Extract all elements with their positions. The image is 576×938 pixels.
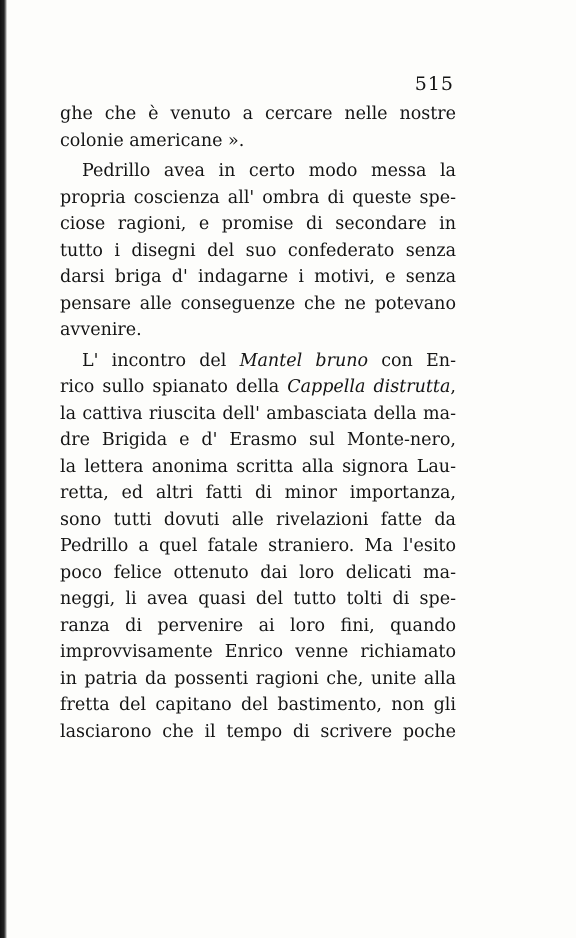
text-line: dre Brigida e d' Erasmo sul Monte-nero,	[60, 430, 456, 450]
text-line: la cattiva riuscita dell' ambasciata della ma-	[60, 403, 456, 424]
text-line: retta, ed altri fatti di minor importanza,	[60, 483, 456, 503]
text-line: lasciarono che il tempo di scrivere poche	[60, 721, 456, 742]
text-run: con En-	[368, 350, 456, 371]
text-line: Pedrillo a quel fatale straniero. Ma l'esito	[60, 536, 456, 556]
text-line: fretta del capitano del bastimento, non gli	[60, 695, 456, 715]
text-run: rico sullo spianato della	[60, 377, 288, 397]
text-line	[60, 374, 456, 401]
text-line: ghe che è venuto a cercare nelle nostre	[60, 104, 456, 124]
text-line: poco felice ottenuto dai loro delicati ma-	[60, 562, 456, 583]
text-line	[60, 348, 456, 375]
text-line: ranza di pervenire ai loro fini, quando	[60, 615, 456, 636]
page-text	[60, 72, 456, 745]
text-line: ciose ragioni, e promise di secondare in	[60, 214, 456, 234]
text-run: ,	[450, 377, 456, 397]
page-binding-edge	[0, 0, 7, 938]
text-line: pensare alle conseguenze che ne potevano	[60, 293, 456, 314]
text-line: Pedrillo avea in certo modo messa la	[82, 161, 456, 181]
text-line: darsi briga d' indagarne i motivi, e senza	[60, 267, 456, 287]
text-line: in patria da possenti ragioni che, unite alla	[60, 668, 456, 689]
text-line: propria coscienza all' ombra di queste spe-	[60, 187, 456, 208]
page-number: 515	[414, 73, 454, 95]
text-line: avvenire.	[60, 320, 142, 340]
text-line: colonie americane ».	[60, 130, 245, 151]
italic-title: Cappella distrutta	[287, 377, 451, 397]
text-line: tutto i disegni del suo confederato senza	[60, 240, 456, 261]
text-line: improvvisamente Enrico venne richiamato	[60, 642, 456, 662]
text-line: la lettera anonima scritta alla signora Lau-	[60, 456, 456, 477]
text-line: sono tutti dovuti alle rivelazioni fatte da	[60, 509, 456, 530]
italic-title: Mantel bruno	[239, 350, 369, 371]
text-run: L' incontro del	[82, 350, 240, 371]
text-line: neggi, li avea quasi del tutto tolti di spe-	[60, 589, 456, 609]
